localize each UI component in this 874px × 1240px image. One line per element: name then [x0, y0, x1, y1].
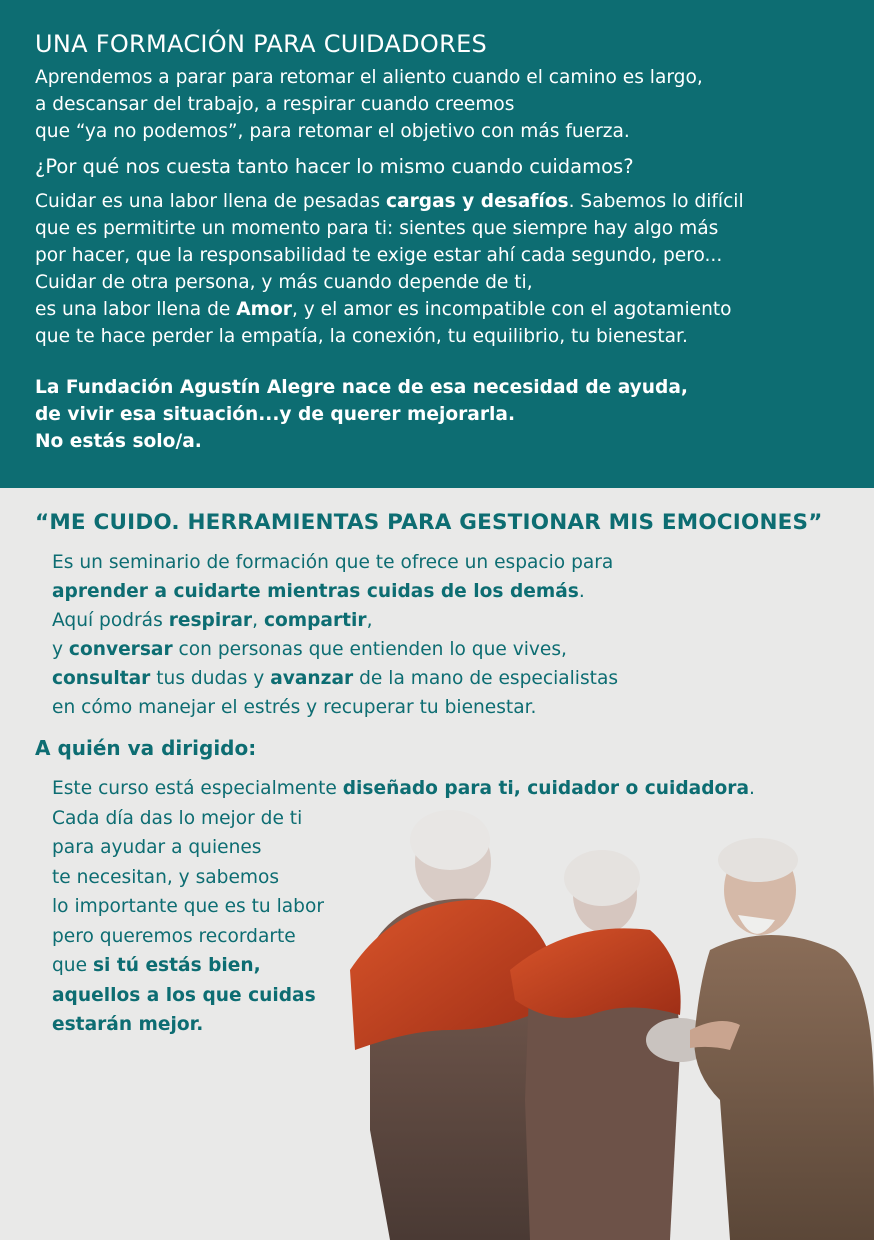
foundation-statement: La Fundación Agustín Alegre nace de esa necesidad de ayuda, de vivir esa situación...y de querer mejorarla. No estás solo/a.: [35, 377, 688, 452]
audience-title: A quién va dirigido:: [35, 736, 257, 760]
intro-section: [0, 0, 874, 488]
audience-description: Este curso está especialmente diseñado para ti, cuidador o cuidadora. Cada día das lo mejor de ti para ayudar a quienes te necesitan, y sabemos lo importante que es tu labor pero queremos recordarte que si tú estás bien, aquellos a los que cuidas estarán mejor.: [52, 778, 755, 1035]
intro-paragraph: [35, 64, 854, 145]
intro-question: ¿Por qué nos cuesta tanto hacer lo mismo cuando cuidamos?: [35, 155, 634, 178]
elderly-people-photo: [330, 800, 874, 1240]
intro-line: Aprendemos a parar para retomar el aliento cuando el camino es largo,: [35, 67, 703, 88]
intro-title: UNA FORMACIÓN PARA CUIDADORES: [35, 30, 488, 58]
seminar-description: Es un seminario de formación que te ofrece un espacio para aprender a cuidarte mientras cuidas de los demás. Aquí podrás respirar, compartir, y conversar con personas que entienden lo que vives, consultar tus dudas y avanzar de la mano de especialistas en cómo manejar el estrés y recuperar tu bienestar.: [52, 552, 619, 718]
seminar-title: “ME CUIDO. HERRAMIENTAS PARA GESTIONAR MIS EMOCIONES”: [35, 510, 823, 535]
middle-woman-figure: [510, 850, 714, 1240]
right-man-figure: [690, 838, 874, 1240]
intro-line: que “ya no podemos”, para retomar el objetivo con más fuerza.: [35, 121, 630, 142]
intro-line: a descansar del trabajo, a respirar cuando creemos: [35, 94, 515, 115]
emphasis-text: Amor: [236, 299, 292, 320]
emphasis-text: cargas y desafíos: [386, 191, 569, 212]
caregiving-paragraph: Cuidar es una labor llena de pesadas cargas y desafíos. Sabemos lo difícil que es permitirte un momento para ti: sientes que siempre hay algo más por hacer, que la responsabilidad te exige estar ahí cada segundo, pero... Cuidar de otra persona, y más cuando depende de ti, es una labor llena de Amor, y el amor es incompatible con el agotamiento que te hace perder la empatía, la conexión, tu equilibrio, tu bienestar.: [35, 191, 744, 347]
